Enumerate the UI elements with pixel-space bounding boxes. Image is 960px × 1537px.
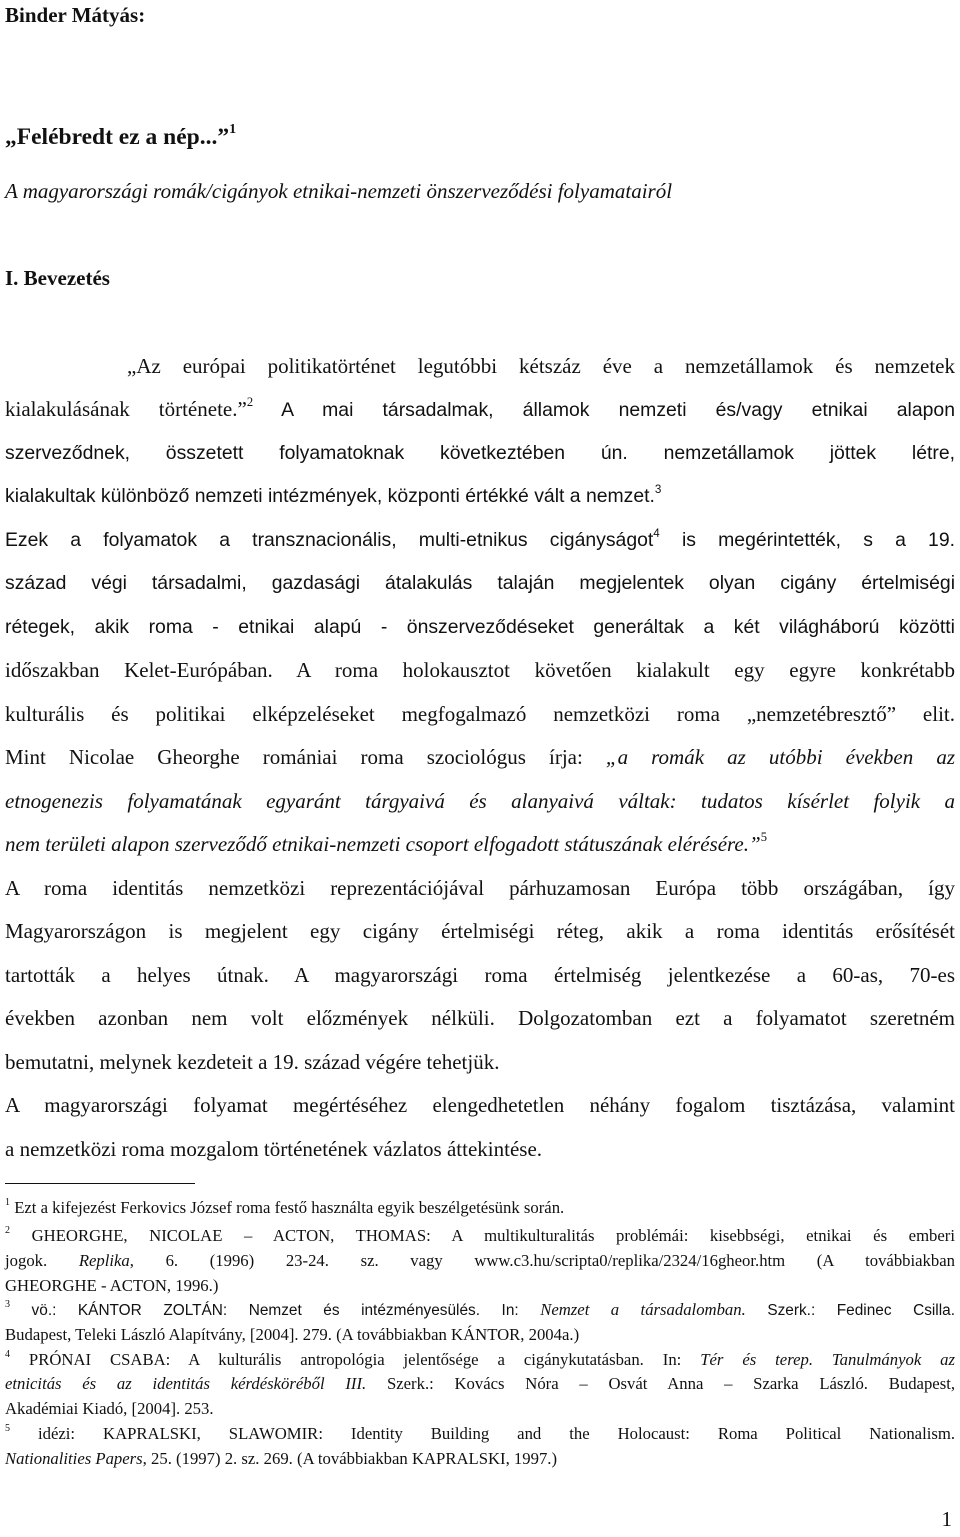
body-line-5: [5, 527, 955, 553]
body-line-8: időszakban Kelet-Európában. A roma holokausztot követően kialakult egy egyre konkrétabb: [5, 658, 955, 682]
footnote-5-line-1: [5, 1424, 955, 1444]
footnote-3-line-2: Budapest, Teleki László Alapítvány, [2004]. 279. (A továbbiakban KÁNTOR, 2004a.): [5, 1325, 580, 1344]
footnote-ref-3: 3: [654, 482, 662, 496]
footnote-ref-5: 5: [760, 830, 767, 845]
body-line-16: években azonban nem volt előzmények nélküli. Dolgozatomban ezt a folyamatot szeretném: [5, 1006, 955, 1030]
body-line-13: A roma identitás nemzetközi reprezentációjával párhuzamosan Európa több országában, így: [5, 876, 955, 900]
footnote-3-number: 3: [5, 1298, 11, 1310]
footnote-2-text-b3: , 6. (1996) 23-24. sz. vagy www.c3.hu/scripta0/replika/2324/16gheor.htm (A továbbiakban: [129, 1251, 955, 1270]
footnote-ref-2: 2: [246, 395, 254, 410]
body-line-12: [5, 831, 767, 857]
body-line-4-text: kialakultak különböző nemzeti intézmények, központi értékké vált a nemzet.: [5, 485, 655, 507]
quote-start: „a romák az utóbbi években az: [605, 745, 955, 769]
body-line-10: [5, 744, 955, 770]
footnote-4-book-a: Tér és terep. Tanulmányok az: [700, 1350, 955, 1369]
title-text: „Felébredt ez a nép...”: [5, 124, 230, 150]
page-number: 1: [941, 1507, 952, 1531]
footnote-4-number: 4: [5, 1348, 11, 1360]
body-line-9: kulturális és politikai elképzeléseket megfogalmazó nemzetközi roma „nemzetébresztő” elit.: [5, 702, 955, 726]
footnote-5-text-a: idézi: KAPRALSKI, SLAWOMIR: Identity Building and the Holocaust: Roma Political Nationalism.: [10, 1424, 955, 1443]
footnote-2-journal: Replika: [78, 1251, 130, 1270]
body-line-7: rétegek, akik roma - etnikai alapú - önszerveződéseket generáltak a két világháború közötti: [5, 616, 955, 638]
quote-end: nem területi alapon szerveződő etnikai-nemzeti csoport elfogadott státuszának elérésére.”: [5, 832, 761, 856]
body-line-10-start: Mint Nicolae Gheorghe romániai roma szociológus írja:: [5, 745, 606, 769]
body-line-1: „Az európai politikatörténet legutóbbi kétszáz éve a nemzetállamok és nemzetek: [127, 354, 955, 378]
body-line-2: [5, 396, 955, 423]
body-line-5-end: is megérintették, s a 19.: [659, 529, 955, 551]
body-line-18: A magyarországi folyamat megértéséhez elengedhetetlen néhány fogalom tisztázása, valamint: [5, 1093, 955, 1117]
footnote-separator: [5, 1183, 195, 1184]
footnote-3-line-1: [5, 1300, 955, 1321]
footnote-ref-1: 1: [229, 121, 237, 138]
body-line-2-start: kialakulásának története.”: [5, 397, 247, 421]
footnote-4-line-3: Akadémiai Kiadó, [2004]. 253.: [5, 1399, 214, 1418]
body-line-15: tartották a helyes útnak. A magyarországi roma értelmiség jelentkezése a 60-as, 70-es: [5, 963, 955, 987]
body-line-4: [5, 483, 661, 509]
body-line-3: szerveződnek, összetett folyamatoknak következtében ún. nemzetállamok jöttek létre,: [5, 442, 955, 464]
page-title: [5, 121, 237, 151]
footnote-2-line-3: GHEORGHE - ACTON, 1996.): [5, 1276, 219, 1295]
footnote-4-line-2: [5, 1374, 955, 1394]
footnote-1-number: 1: [5, 1196, 11, 1208]
footnote-4-text-a1: PRÓNAI CSABA: A kulturális antropológia jelentősége a cigánykutatásban. In:: [10, 1350, 701, 1369]
footnote-3-text-a1: vö.: KÁNTOR ZOLTÁN: Nemzet és intézményesülés. In:: [10, 1302, 541, 1319]
body-line-2-end: A mai társadalmak, államok nemzeti és/vagy etnikai alapon: [253, 399, 955, 421]
footnote-4-line-1: [5, 1350, 955, 1370]
body-line-19: a nemzetközi roma mozgalom történetének vázlatos áttekintése.: [5, 1137, 543, 1161]
footnote-1-text: Ezt a kifejezést Ferkovics József roma festő használta egyik beszélgetésünk során.: [10, 1198, 565, 1217]
footnote-4-text-b2: Szerk.: Kovács Nóra – Osvát Anna – Szarka László. Budapest,: [366, 1374, 955, 1393]
footnote-4-book-b: etnicitás és az identitás kérdésköréből III.: [5, 1374, 367, 1393]
footnote-1: [5, 1198, 564, 1218]
body-line-11: etnogenezis folyamatának egyaránt tárgyaivá és alanyaivá váltak: tudatos kísérlet folyik a: [5, 789, 955, 813]
footnote-5-text-b2: , 25. (1997) 2. sz. 269. (A továbbiakban KAPRALSKI, 1997.): [142, 1449, 558, 1468]
footnote-2-text-a: GHEORGHE, NICOLAE – ACTON, THOMAS: A multikulturalitás problémái: kisebbségi, etnikai és emberi: [10, 1226, 955, 1245]
body-line-17: bemutatni, melynek kezdeteit a 19. század végére tehetjük.: [5, 1050, 500, 1074]
footnote-3-book: Nemzet a társadalomban.: [540, 1300, 746, 1319]
footnote-5-line-2: [5, 1449, 557, 1469]
subtitle: A magyarországi romák/cigányok etnikai-nemzeti önszerveződési folyamatairól: [5, 179, 673, 203]
section-heading: I. Bevezetés: [5, 266, 110, 290]
body-line-6: század végi társadalmi, gazdasági átalakulás talaján megjelentek olyan cigány értelmiségi: [5, 572, 955, 594]
footnote-3-text-a3: Szerk.: Fedinec Csilla.: [745, 1302, 955, 1319]
footnote-ref-4: 4: [653, 526, 660, 540]
footnote-5-number: 5: [5, 1422, 11, 1434]
body-line-14: Magyarországon is megjelent egy cigány értelmiségi réteg, akik a roma identitás erősítését: [5, 919, 955, 943]
footnote-2-line-1: [5, 1226, 955, 1246]
footnote-2-number: 2: [5, 1224, 11, 1236]
footnote-2-line-2: [5, 1251, 955, 1271]
footnote-2-text-b1: jogok.: [5, 1251, 79, 1270]
body-line-5-start: Ezek a folyamatok a transznacionális, multi-etnikus cigányságot: [5, 529, 654, 551]
footnote-5-journal: Nationalities Papers: [5, 1449, 143, 1468]
author-name: Binder Mátyás:: [5, 3, 146, 27]
